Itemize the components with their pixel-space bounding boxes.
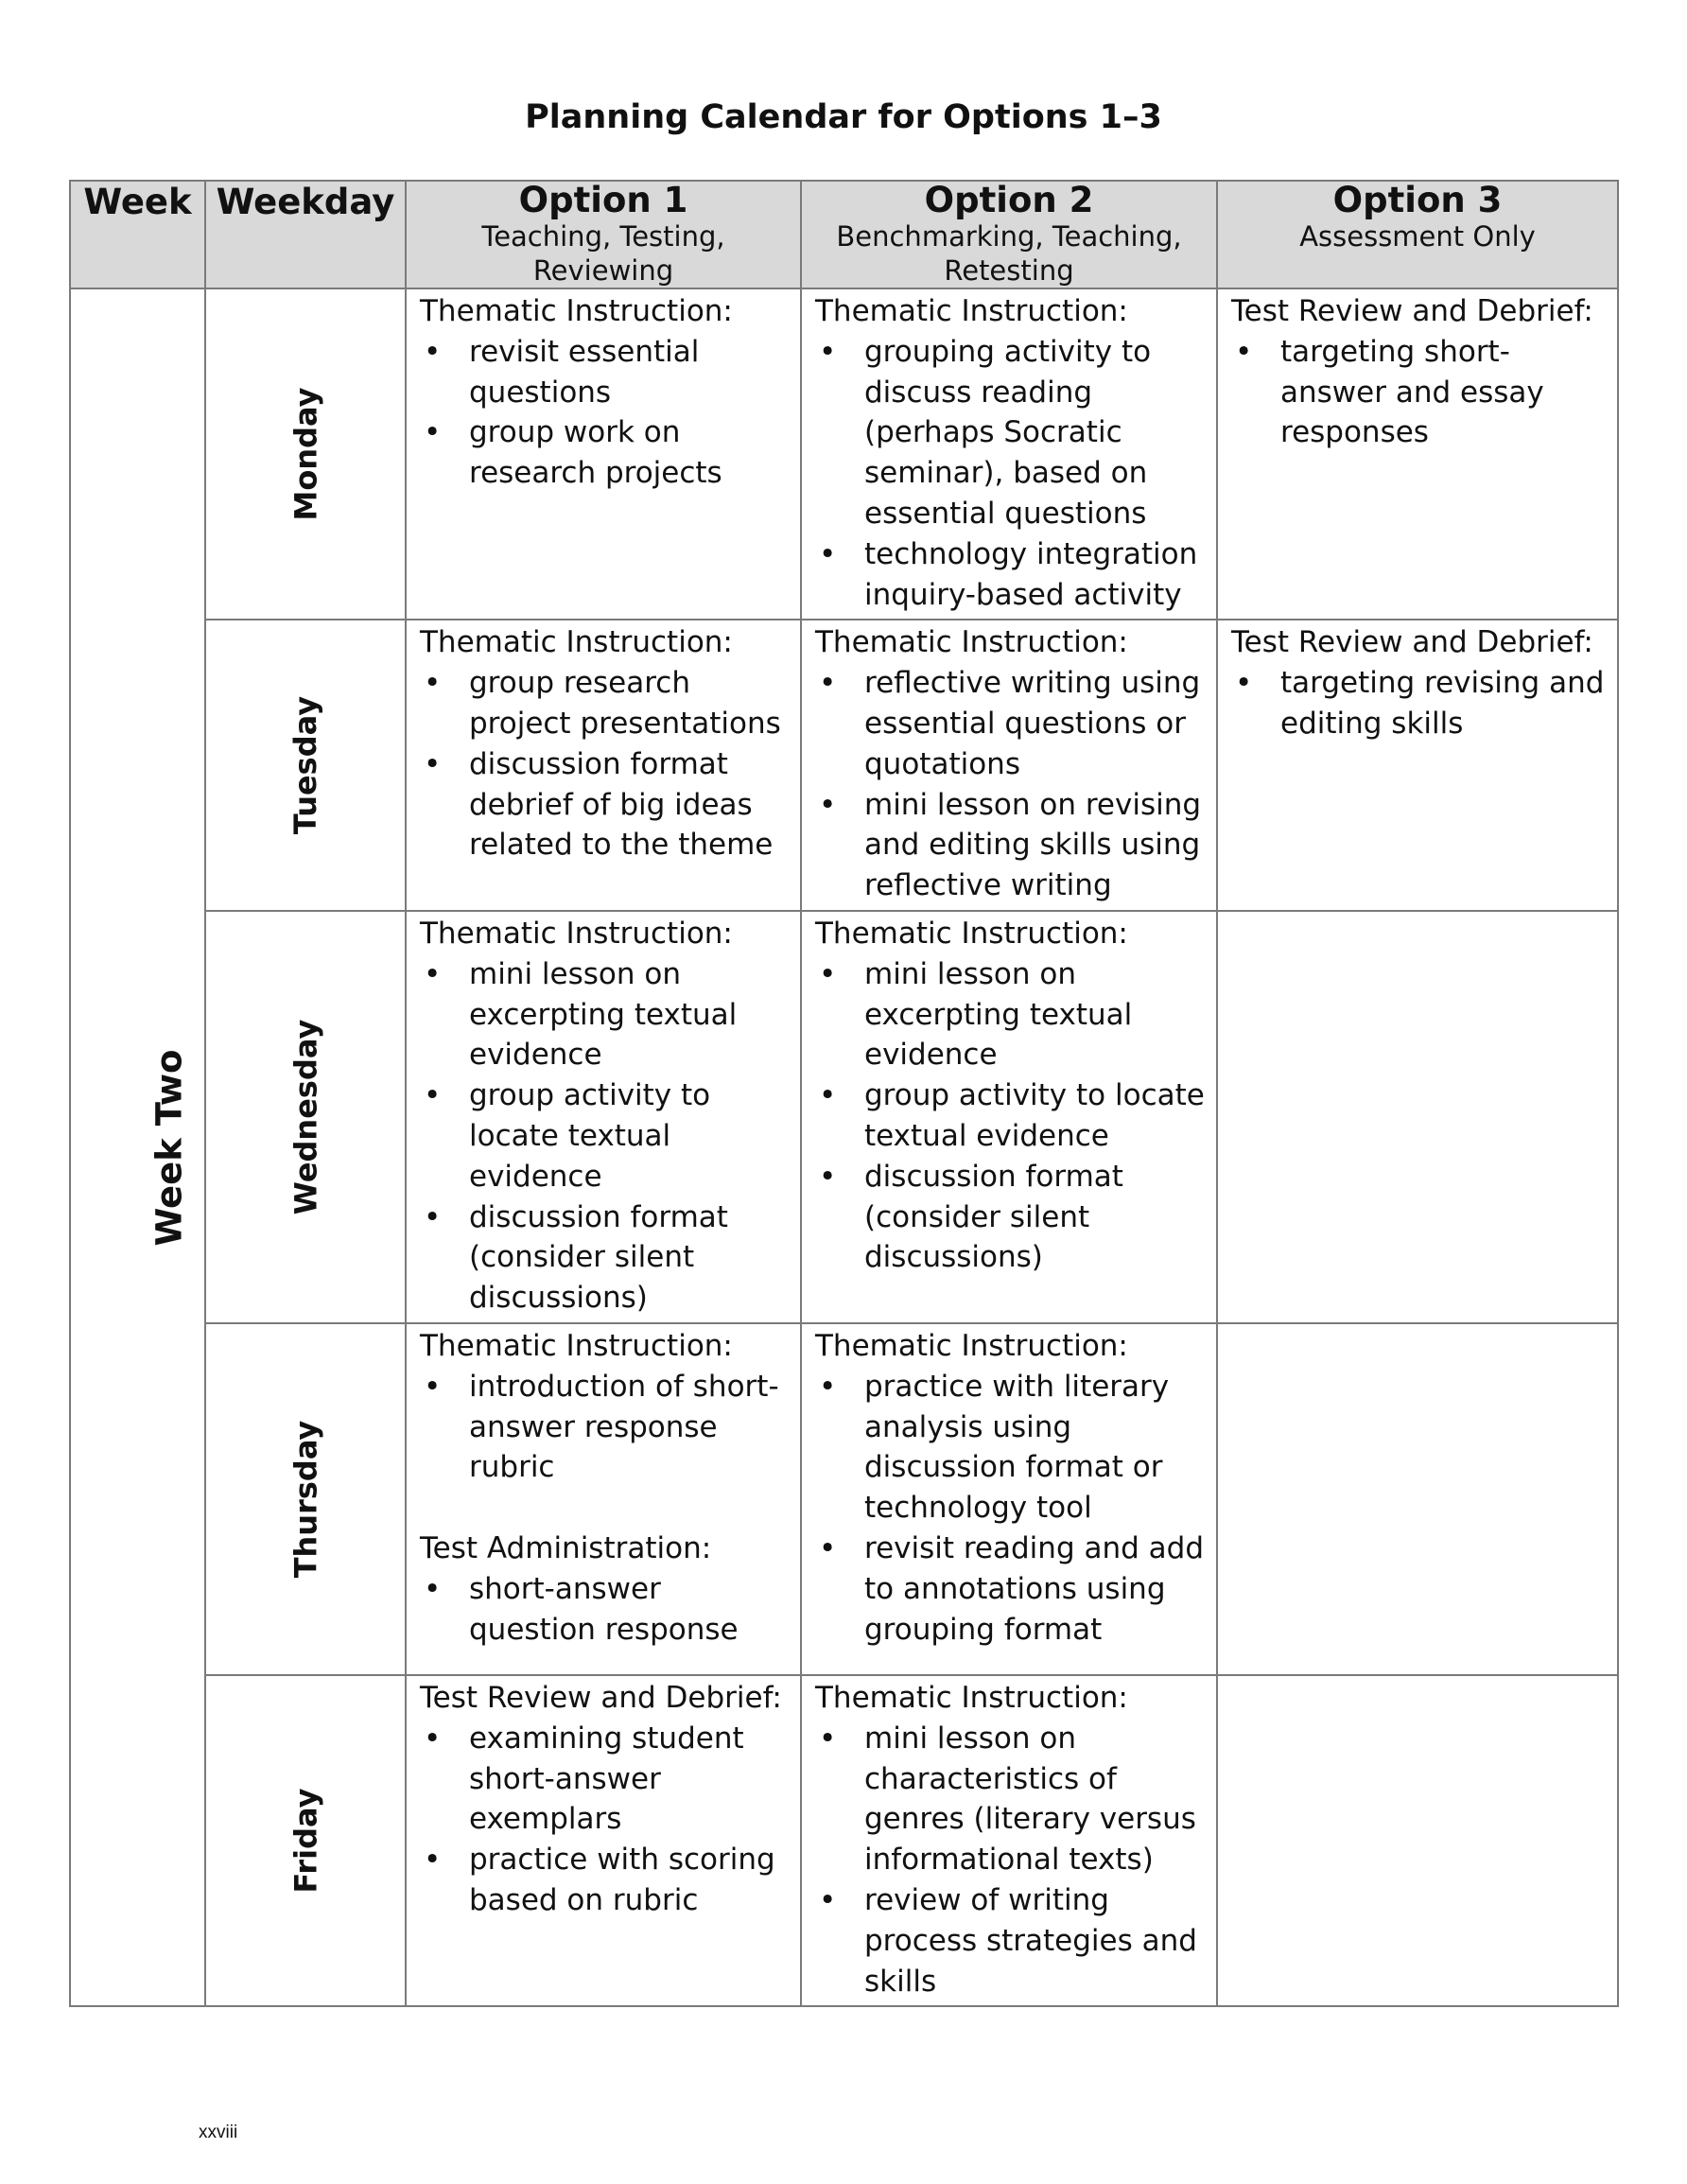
list-item: • mini lesson on excerpting textual evidence — [815, 954, 1205, 1075]
option3-cell — [1217, 911, 1618, 1323]
cell-heading: Thematic Instruction: — [815, 1680, 1128, 1715]
list-item: • group activity to locate textual evidence — [815, 1075, 1205, 1157]
list-item: • discussion format (consider silent discussions) — [420, 1197, 789, 1319]
page-number: xxviii — [199, 2123, 238, 2142]
option1-cell — [406, 620, 801, 911]
cell-heading: Thematic Instruction: — [815, 1328, 1128, 1363]
bullet-list — [815, 1719, 1205, 2002]
header-weekday — [205, 181, 406, 288]
list-item: • short-answer question response — [420, 1569, 789, 1651]
option1-cell — [406, 288, 801, 620]
list-item: • reflective writing using essential questions or quotations — [815, 663, 1205, 784]
option2-title: Option 2 — [924, 180, 1094, 220]
cell-heading: Thematic Instruction: — [420, 294, 733, 328]
cell-heading: Thematic Instruction: — [420, 625, 733, 660]
option1-cell — [406, 1323, 801, 1675]
table-row — [70, 620, 1618, 911]
list-item: • mini lesson on revising and editing skills using reflective writing — [815, 785, 1205, 906]
page-title: Planning Calendar for Options 1–3 — [525, 98, 1162, 136]
header-option1 — [406, 181, 801, 288]
header-weekday-label: Weekday — [216, 182, 395, 222]
cell-heading: Test Administration: — [420, 1530, 712, 1565]
weekday-label: Wednesday — [287, 1019, 323, 1215]
option3-cell — [1217, 620, 1618, 911]
option3-title: Option 3 — [1332, 180, 1503, 220]
week-label: Week Two — [148, 1049, 190, 1247]
header-week-label: Week — [83, 182, 192, 222]
list-item: • targeting revising and editing skills — [1231, 663, 1606, 744]
list-item: • group research project presentations — [420, 663, 789, 744]
list-item: • revisit reading and add to annotations using grouping format — [815, 1529, 1205, 1650]
list-item: • practice with literary analysis using discussion format or technology tool — [815, 1367, 1205, 1529]
cell-heading: Thematic Instruction: — [420, 1328, 733, 1363]
option3-cell — [1217, 1323, 1618, 1675]
planning-calendar-table — [69, 180, 1619, 2007]
list-item: • discussion format debrief of big ideas related to the theme — [420, 744, 789, 865]
list-item: • examining student short-answer exemplars — [420, 1719, 789, 1840]
list-item: • practice with scoring based on rubric — [420, 1840, 789, 1921]
option2-cell — [801, 1675, 1217, 2006]
bullet-list — [420, 332, 789, 494]
bullet-list — [420, 1367, 789, 1488]
option2-cell — [801, 911, 1217, 1323]
cell-heading: Test Review and Debrief: — [1231, 294, 1593, 328]
option2-cell — [801, 620, 1217, 911]
option3-subtitle: Assessment Only — [1299, 220, 1536, 253]
weekday-label: Friday — [287, 1788, 323, 1894]
header-row — [70, 181, 1618, 288]
header-week — [70, 181, 205, 288]
table-row — [70, 1323, 1618, 1675]
cell-heading: Test Review and Debrief: — [1231, 625, 1593, 660]
cell-heading: Thematic Instruction: — [815, 916, 1128, 951]
weekday-cell — [205, 911, 406, 1323]
bullet-list — [1231, 663, 1606, 744]
list-item: • mini lesson on characteristics of genres (literary versus informational texts) — [815, 1719, 1205, 1880]
header-option3 — [1217, 181, 1618, 288]
list-item: • discussion format (consider silent discussions) — [815, 1157, 1205, 1278]
weekday-cell — [205, 288, 406, 620]
weekday-cell — [205, 1323, 406, 1675]
list-item: • targeting short-answer and essay responses — [1231, 332, 1606, 453]
list-item: • revisit essential questions — [420, 332, 789, 413]
option1-subtitle: Teaching, Testing, Reviewing — [481, 220, 725, 287]
list-item: • mini lesson on excerpting textual evidence — [420, 954, 789, 1075]
option2-subtitle: Benchmarking, Teaching, Retesting — [836, 220, 1182, 287]
bullet-list — [815, 954, 1205, 1278]
bullet-list — [420, 663, 789, 865]
option1-title: Option 1 — [518, 180, 688, 220]
list-item: • grouping activity to discuss reading (perhaps Socratic seminar), based on essential questions — [815, 332, 1205, 534]
option2-cell — [801, 288, 1217, 620]
weekday-label: Monday — [287, 387, 323, 521]
list-item: • group activity to locate textual evidence — [420, 1075, 789, 1197]
list-item: • introduction of short-answer response rubric — [420, 1367, 789, 1488]
list-item: • review of writing process strategies and skills — [815, 1880, 1205, 2001]
weekday-label: Thursday — [287, 1420, 323, 1579]
bullet-list — [420, 954, 789, 1319]
weekday-label: Tuesday — [287, 696, 323, 835]
header-option2 — [801, 181, 1217, 288]
table-row — [70, 911, 1618, 1323]
table-row — [70, 288, 1618, 620]
bullet-list — [420, 1569, 789, 1651]
bullet-list — [815, 332, 1205, 616]
cell-heading: Thematic Instruction: — [420, 916, 733, 951]
weekday-cell — [205, 1675, 406, 2006]
option1-cell — [406, 911, 801, 1323]
cell-heading: Thematic Instruction: — [815, 294, 1128, 328]
option3-cell — [1217, 288, 1618, 620]
bullet-list — [1231, 332, 1606, 453]
bullet-list — [815, 663, 1205, 906]
cell-heading: Test Review and Debrief: — [420, 1680, 782, 1715]
week-cell — [70, 288, 205, 2006]
weekday-cell — [205, 620, 406, 911]
list-item: • group work on research projects — [420, 412, 789, 494]
bullet-list — [420, 1719, 789, 1921]
option1-cell — [406, 1675, 801, 2006]
option2-cell — [801, 1323, 1217, 1675]
option3-cell — [1217, 1675, 1618, 2006]
table-row — [70, 1675, 1618, 2006]
cell-heading: Thematic Instruction: — [815, 625, 1128, 660]
list-item: • technology integration inquiry-based activity — [815, 534, 1205, 616]
bullet-list — [815, 1367, 1205, 1651]
